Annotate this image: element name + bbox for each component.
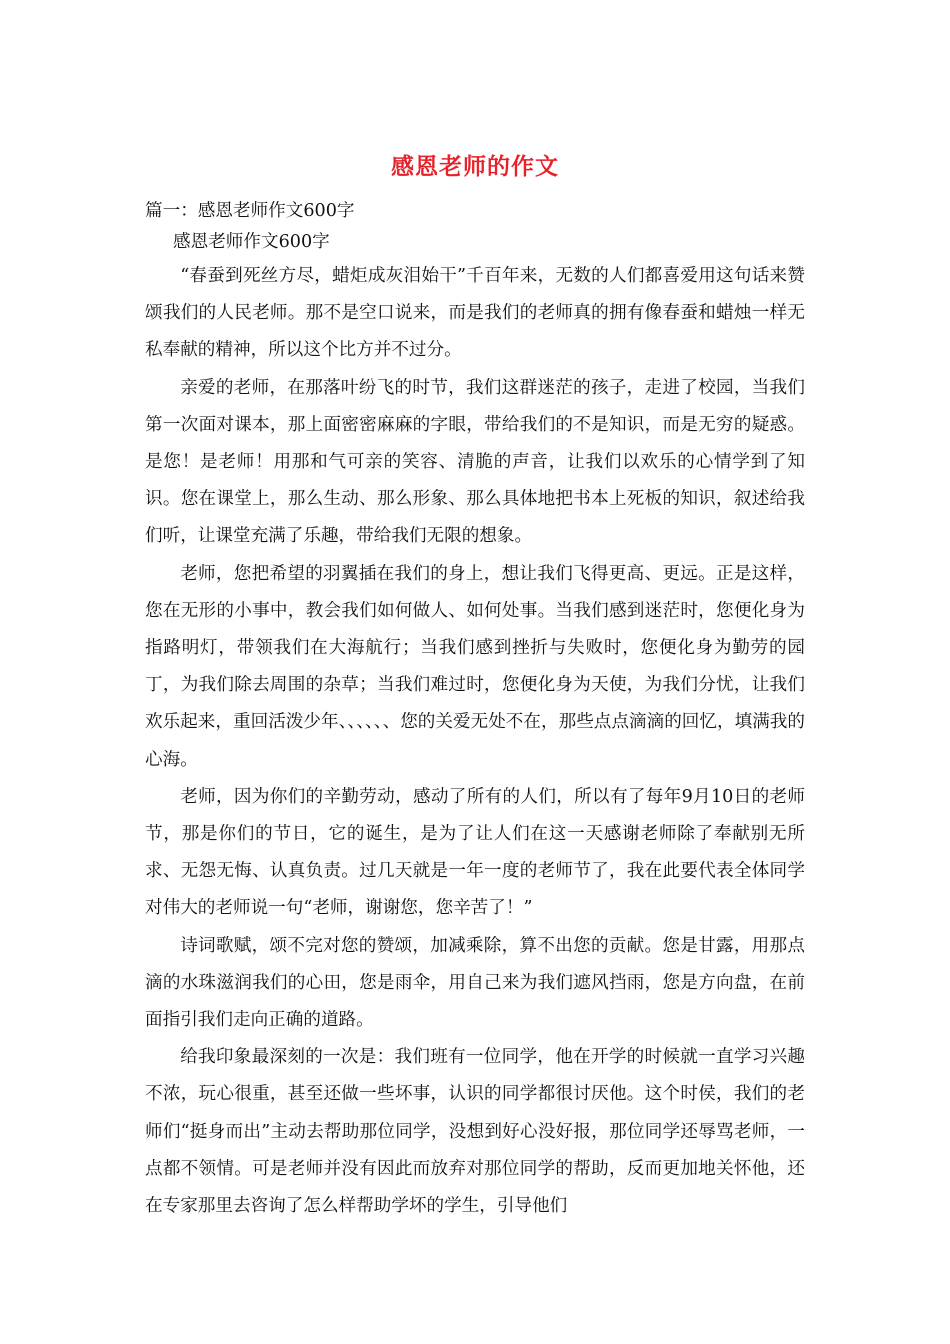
- essay-subheading: 感恩老师作文600字: [173, 232, 330, 252]
- document-body: [145, 196, 805, 1225]
- paragraph-6: 给我印象最深刻的一次是：我们班有一位同学，他在开学的时候就一直学习兴趣不浓，玩心很重，甚至还做一些坏事，认识的同学都很讨厌他。这个时侯，我们的老师们“挺身而出”主动去帮助那位同学，没想到好心没好报，那位同学还辱骂老师，一点都不领情。可是老师并没有因此而放弃对那位同学的帮助，反而更加地关怀他，还在专家那里去咨询了怎么样帮助学坏的学生，引导他们: [145, 1047, 805, 1217]
- paragraph-4: 老师，因为你们的辛勤劳动，感动了所有的人们，所以有了每年9月10日的老师节，那是你们的节日，它的诞生，是为了让人们在这一天感谢老师除了奉献别无所求、无怨无悔、认真负责。过几天就是一年一度的老师节了，我在此要代表全体同学对伟大的老师说一句“老师，谢谢您，您辛苦了！”: [145, 786, 805, 919]
- section-heading: 篇一：感恩老师作文600字: [145, 201, 355, 221]
- paragraph-1: “春蚕到死丝方尽，蜡炬成灰泪始干”千百年来，无数的人们都喜爱用这句话来赞颂我们的人民老师。那不是空口说来，而是我们的老师真的拥有像春蚕和蜡烛一样无私奉献的精神，所以这个比方并不过分。: [145, 266, 805, 361]
- paragraph-5: 诗词歌赋，颂不完对您的赞颂，加减乘除，算不出您的贡献。您是甘露，用那点滴的水珠滋润我们的心田，您是雨伞，用自己来为我们遮风挡雨，您是方向盘，在前面指引我们走向正确的道路。: [145, 935, 805, 1031]
- document-title: 感恩老师的作文: [391, 153, 559, 180]
- paragraph-2: 亲爱的老师，在那落叶纷飞的时节，我们这群迷茫的孩子，走进了校园，当我们第一次面对课本，那上面密密麻麻的字眼，带给我们的不是知识，而是无穷的疑惑。是您！是老师！用那和气可亲的笑容、清脆的声音，让我们以欢乐的心情学到了知识。您在课堂上，那么生动、那么形象、那么具体地把书本上死板的知识，叙述给我们听，让课堂充满了乐趣，带给我们无限的想象。: [145, 377, 805, 547]
- paragraph-3: 老师，您把希望的羽翼插在我们的身上，想让我们飞得更高、更远。正是这样，您在无形的小事中，教会我们如何做人、如何处事。当我们感到迷茫时，您便化身为指路明灯，带领我们在大海航行；当我们感到挫折与失败时，您便化身为勤劳的园丁，为我们除去周围的杂草；当我们难过时，您便化身为天使，为我们分忧，让我们欢乐起来，重回活泼少年、、、、、、您的关爱无处不在，那些点点滴滴的回忆，填满我的心海。: [145, 563, 805, 770]
